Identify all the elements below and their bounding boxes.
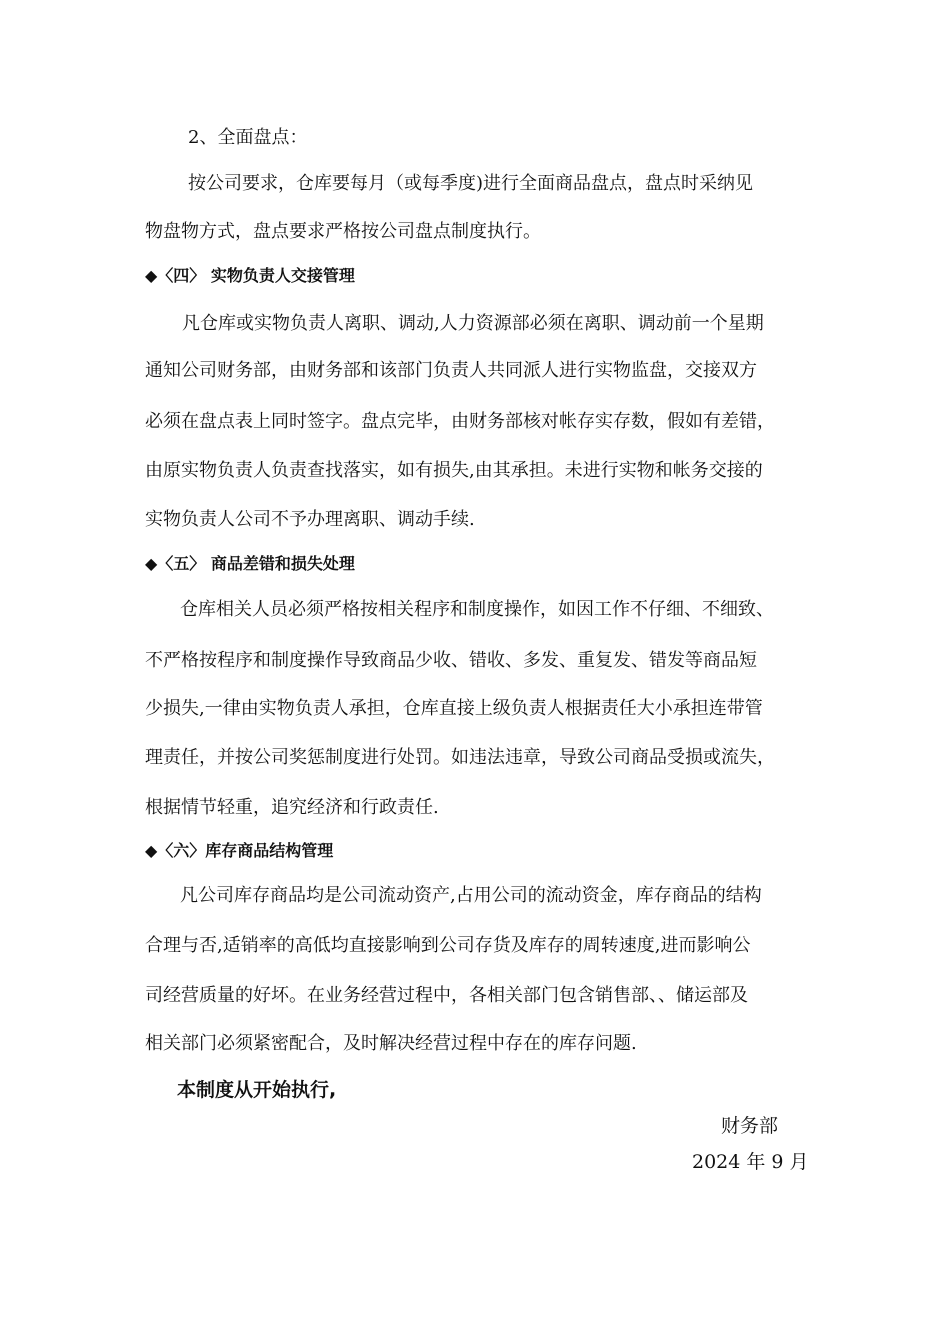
paragraph-line: 相关部门必须紧密配合，及时解决经营过程中存在的库存问题. <box>145 1033 637 1054</box>
paragraph-line: 少损失,一律由实物负责人承担，仓库直接上级负责人根据责任大小承担连带管 <box>145 698 763 719</box>
closing-statement: 本制度从开始执行, <box>177 1079 337 1101</box>
paragraph-line: 仓库相关人员必须严格按相关程序和制度操作，如因工作不仔细、不细致、 <box>180 599 774 620</box>
paragraph-line: 凡公司库存商品均是公司流动资产,占用公司的流动资金，库存商品的结构 <box>180 885 762 906</box>
paragraph-line: 必须在盘点表上同时签字。盘点完毕，由财务部核对帐存实存数，假如有差错， <box>145 411 775 432</box>
paragraph-line: 按公司要求，仓库要每月（或每季度)进行全面商品盘点，盘点时采纳见 <box>188 173 754 194</box>
paragraph-line: 合理与否,适销率的高低均直接影响到公司存货及库存的周转速度,进而影响公 <box>145 935 751 956</box>
paragraph-line: 司经营质量的好坏。在业务经营过程中，各相关部门包含销售部、、储运部及 <box>145 985 748 1006</box>
paragraph-line: 凡仓库或实物负责人离职、调动,人力资源部必须在离职、调动前一个星期 <box>182 313 764 334</box>
paragraph-line: 物盘物方式，盘点要求严格按公司盘点制度执行。 <box>145 221 541 242</box>
paragraph-line: 通知公司财务部，由财务部和该部门负责人共同派人进行实物监盘，交接双方 <box>145 360 757 381</box>
paragraph-line: 根据情节轻重，追究经济和行政责任. <box>145 797 439 818</box>
paragraph-line: 由原实物负责人负责查找落实，如有损失,由其承担。未进行实物和帐务交接的 <box>145 460 763 481</box>
paragraph-line: 实物负责人公司不予办理离职、调动手续. <box>145 509 475 530</box>
signature-department: 财务部 <box>721 1115 779 1137</box>
section-heading-6: ◆〈六〉库存商品结构管理 <box>145 841 334 860</box>
section-heading-4: ◆〈四〉 实物负责人交接管理 <box>145 266 355 285</box>
signature-date: 2024 年 9 月 <box>692 1151 809 1173</box>
section-heading-5: ◆〈五〉 商品差错和损失处理 <box>145 554 355 573</box>
paragraph-line: 不严格按程序和制度操作导致商品少收、错收、多发、重复发、错发等商品短 <box>145 650 757 671</box>
section-title-full-count: 2、全面盘点： <box>188 127 308 148</box>
paragraph-line: 理责任，并按公司奖惩制度进行处罚。如违法违章，导致公司商品受损或流失， <box>145 747 775 768</box>
